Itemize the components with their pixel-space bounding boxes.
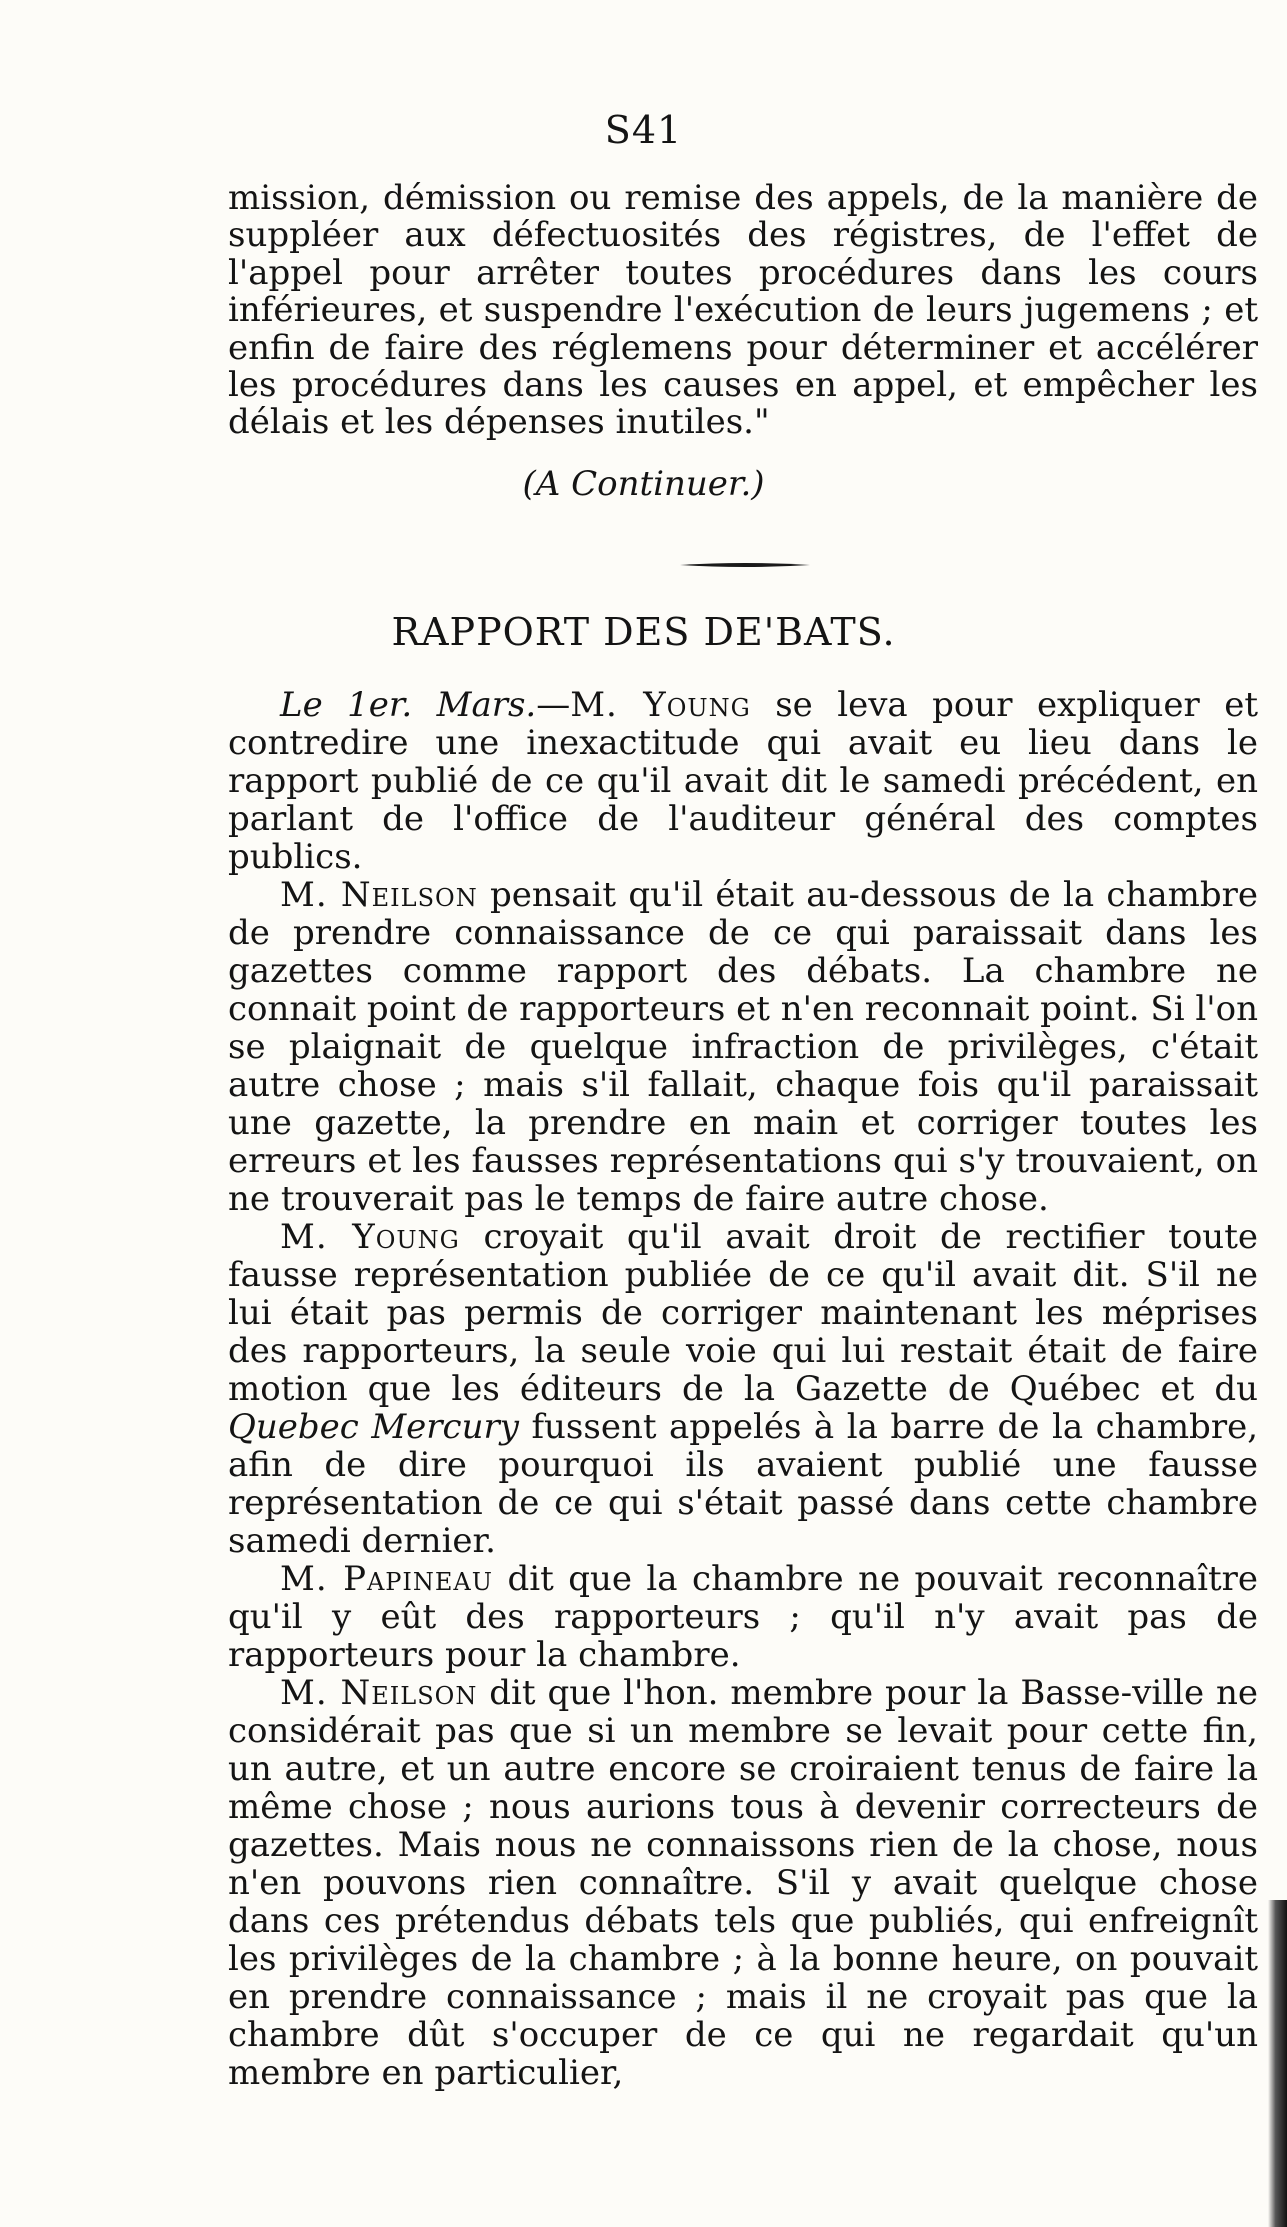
speech-text: se leva pour expliquer et contredire une inexactitude qui avait eu lieu dans le rapport publié de ce qu'il avait dit le samedi précédent, en parlant de l'office de l'auditeur général des comptes publics. — [228, 685, 1258, 877]
section-title: RAPPORT DES DE'BATS. — [391, 610, 896, 654]
ornamental-rule — [680, 562, 810, 568]
debate-date: Le 1er. Mars. — [280, 685, 537, 725]
page-number: S41 — [604, 108, 683, 152]
debate-paragraph — [228, 686, 1258, 876]
to-be-continued-note: (A Continuer.) — [522, 464, 765, 504]
continuation-paragraph — [228, 180, 1258, 442]
debates-body — [228, 686, 1258, 2092]
speech-text: dit que l'hon. membre pour la Basse-ville ne considérait pas que si un membre se levait pour cette fin, un autre, et un autre encore se croiraient tenus de faire la même chose ; nous aurions tous à devenir correcteurs de gazettes. Mais nous ne connaissons rien de la chose, nous n'en pouvons rien connaître. S'il y avait quelque chose dans ces prétendus débats tels que publiés, qui enfreignît les privilèges de la chambre ; à la bonne heure, on pouvait en prendre connaissance ; mais il ne croyait pas que la chambre dût s'occuper de ce qui ne regardait qu'un membre en particulier, — [228, 1673, 1259, 2093]
speech-text: croyait qu'il avait droit de rectifier toute fausse représentation publiée de ce qu'il avait dit. S'il ne lui était pas permis de corriger maintenant les méprises des rapporteurs, la seule voie qui lui restait était de faire motion que les éditeurs de la Gazette de Québec et du — [228, 1217, 1258, 1409]
speaker-name: M. Neilson — [280, 1673, 478, 1713]
speaker-name: M. Neilson — [280, 875, 478, 915]
speech-text: pensait qu'il était au-dessous de la chambre de prendre connaissance de ce qui paraissait dans les gazettes comme rapport des débats. La chambre ne connait point de rapporteurs et n'en reconnait point. Si l'on se plaignait de quelque infraction de privilèges, c'était autre chose ; mais s'il fallait, chaque fois qu'il paraissait une gazette, la prendre en main et corriger toutes les erreurs et les fausses représentations qui s'y trouvaient, on ne trouverait pas le temps de faire autre chose. — [228, 875, 1258, 1219]
page-edge-shadow — [1268, 1900, 1287, 2227]
newspaper-title: Quebec Mercury — [228, 1407, 519, 1447]
speaker-name: M. Young — [570, 685, 751, 725]
speaker-name: M. Young — [280, 1217, 460, 1257]
debate-paragraph — [228, 1674, 1258, 2092]
speaker-name: M. Papineau — [280, 1559, 493, 1599]
speech-text: dit que la chambre ne pouvait reconnaître qu'il y eût des rapporteurs ; qu'il n'y avait pas de rapporteurs pour la chambre. — [228, 1559, 1258, 1675]
debate-paragraph — [228, 1218, 1258, 1560]
debate-paragraph — [228, 876, 1258, 1218]
debate-paragraph — [228, 1560, 1258, 1674]
continuation-text: mission, démission ou remise des appels, de la manière de suppléer aux défectuosités des régistres, de l'effet de l'appel pour arrêter toutes procédures dans les cours inférieures, et suspendre l'exécution de leurs jugemens ; et enfin de faire des réglemens pour déterminer et accélérer les procédures dans les causes en appel, et empêcher les délais et les dépenses inutiles." — [228, 178, 1258, 443]
speech-text: fussent appelés à la barre de la chambre, afin de dire pourquoi ils avaient publié une fausse représentation de ce qui s'était passé dans cette chambre samedi dernier. — [228, 1407, 1259, 1561]
date-dash: — — [536, 685, 571, 725]
